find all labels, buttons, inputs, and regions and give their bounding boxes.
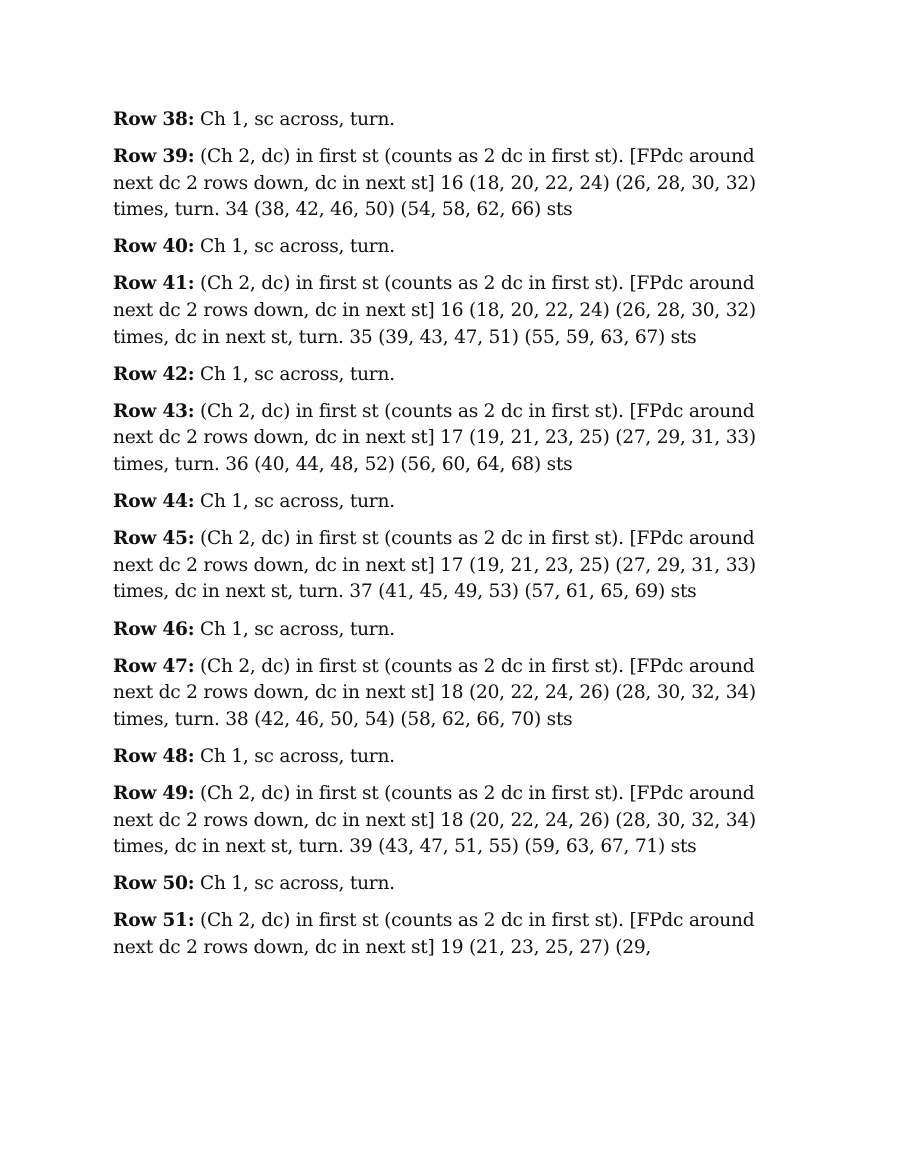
row-instructions: Ch 1, sc across, turn. — [194, 363, 395, 385]
row-instructions: Ch 1, sc across, turn. — [194, 618, 395, 640]
pattern-row — [113, 744, 793, 771]
pattern-row — [113, 234, 793, 261]
row-instructions: (Ch 2, dc) in first st (counts as 2 dc in first st). [FPdc around next dc 2 rows down, dc in next st] 18 (20, 22, 24, 26) (28, 30, 32, 34) times, turn. 38 (42, 46, 50, 54) (58, 62, 66, 70) sts — [113, 655, 756, 730]
row-instructions: (Ch 2, dc) in first st (counts as 2 dc in first st). [FPdc around next dc 2 rows down, dc in next st] 17 (19, 21, 23, 25) (27, 29, 31, 33) times, turn. 36 (40, 44, 48, 52) (56, 60, 64, 68) sts — [113, 400, 756, 476]
pattern-page — [113, 107, 793, 972]
row-instructions: (Ch 2, dc) in first st (counts as 2 dc in first st). [FPdc around next dc 2 rows down, dc in next st] 16 (18, 20, 22, 24) (26, 28, 30, 32) times, turn. 34 (38, 42, 46, 50) (54, 58, 62, 66) sts — [113, 146, 756, 221]
pattern-row — [113, 399, 793, 479]
pattern-row — [113, 654, 793, 734]
pattern-row — [113, 362, 793, 389]
pattern-row — [113, 107, 793, 134]
row-instructions: Ch 1, sc across, turn. — [194, 236, 395, 258]
row-label: Row 49: — [113, 782, 195, 804]
row-label: Row 38: — [113, 109, 195, 130]
row-label: Row 39: — [113, 146, 195, 168]
row-label: Row 50: — [113, 873, 195, 895]
row-label: Row 42: — [113, 363, 195, 385]
row-instructions: (Ch 2, dc) in first st (counts as 2 dc in first st). [FPdc around next dc 2 rows down, dc in next st] 17 (19, 21, 23, 25) (27, 29, 31, 33) times, dc in next st, turn. 37 (41, 45, 49, 53) (57, 61, 65, 69) sts — [113, 528, 756, 603]
pattern-row — [113, 781, 793, 861]
row-instructions: Ch 1, sc across, turn. — [194, 873, 395, 895]
row-instructions: Ch 1, sc across, turn. — [194, 109, 395, 130]
row-label: Row 51: — [113, 910, 195, 932]
pattern-row — [113, 271, 793, 351]
row-label: Row 45: — [113, 528, 195, 550]
row-label: Row 48: — [113, 745, 195, 767]
pattern-row — [113, 526, 793, 606]
row-label: Row 47: — [113, 655, 195, 677]
row-label: Row 44: — [113, 491, 195, 513]
row-instructions: (Ch 2, dc) in first st (counts as 2 dc in first st). [FPdc around next dc 2 rows down, dc in next st] 18 (20, 22, 24, 26) (28, 30, 32, 34) times, dc in next st, turn. 39 (43, 47, 51, 55) (59, 63, 67, 71) sts — [113, 782, 756, 858]
row-label: Row 46: — [113, 618, 195, 640]
pattern-row — [113, 144, 793, 224]
row-label: Row 40: — [113, 236, 195, 258]
row-label: Row 43: — [113, 400, 195, 422]
pattern-row — [113, 617, 793, 644]
row-instructions: (Ch 2, dc) in first st (counts as 2 dc in first st). [FPdc around next dc 2 rows down, dc in next st] 19 (21, 23, 25, 27) (29, — [113, 910, 755, 958]
row-instructions: Ch 1, sc across, turn. — [194, 491, 395, 513]
row-instructions: Ch 1, sc across, turn. — [194, 745, 395, 767]
pattern-row — [113, 489, 793, 516]
pattern-row — [113, 871, 793, 898]
row-instructions: (Ch 2, dc) in first st (counts as 2 dc in first st). [FPdc around next dc 2 rows down, dc in next st] 16 (18, 20, 22, 24) (26, 28, 30, 32) times, dc in next st, turn. 35 (39, 43, 47, 51) (55, 59, 63, 67) sts — [113, 273, 756, 348]
row-label: Row 41: — [113, 273, 195, 295]
pattern-row — [113, 908, 793, 961]
